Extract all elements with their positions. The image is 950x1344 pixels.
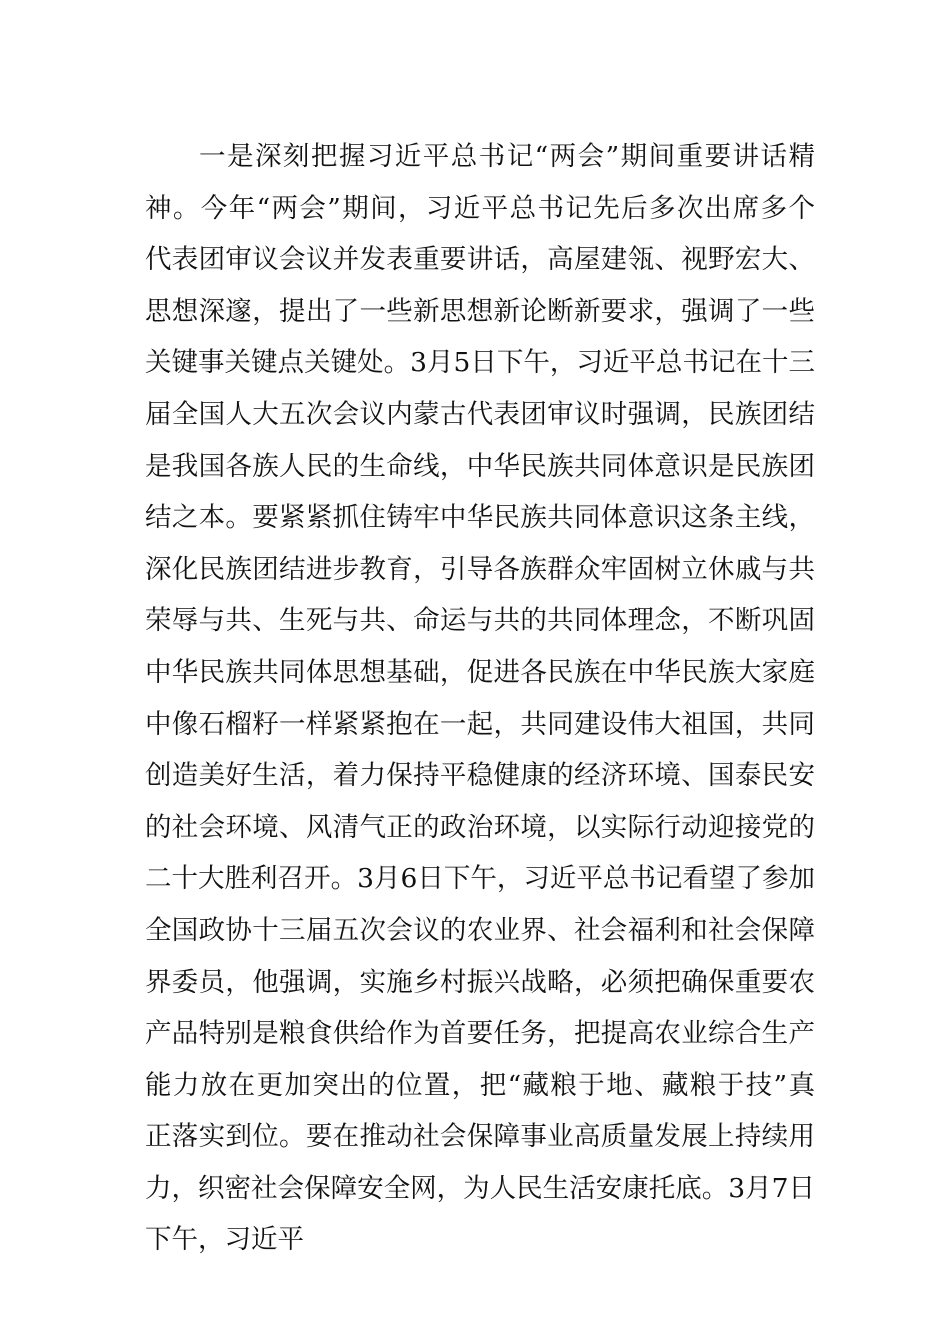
paragraph-line-12: 中像石榴籽一样紧紧抱在一起，共同建设伟大祖国，共同 [145,708,815,740]
paragraph-line-21: 力，织密社会保障安全网，为人民生活安康托底。3月7日 [145,1172,815,1204]
paragraph-line-19: 能力放在更加突出的位置，把“藏粮于地、藏粮于技”真 [145,1069,815,1101]
paragraph-line-11: 中华民族共同体思想基础，促进各民族在中华民族大家庭 [145,656,815,688]
paragraph-line-15: 二十大胜利召开。3月6日下午，习近平总书记看望了参加 [145,863,815,895]
paragraph-line-16: 全国政协十三届五次会议的农业界、社会福利和社会保障 [145,914,815,946]
paragraph-line-4: 思想深邃，提出了一些新思想新论断新要求，强调了一些 [145,295,815,327]
paragraph-line-1: 一是深刻把握习近平总书记“两会”期间重要讲话精 [199,141,815,172]
paragraph-line-2: 神。今年“两会”期间，习近平总书记先后多次出席多个 [145,192,815,224]
paragraph-line-14: 的社会环境、风清气正的政治环境，以实际行动迎接党的 [145,811,815,843]
paragraph-line-6: 届全国人大五次会议内蒙古代表团审议时强调，民族团结 [145,398,815,430]
paragraph-line-5: 关键事关键点关键处。3月5日下午，习近平总书记在十三 [145,347,815,379]
paragraph-line-3: 代表团审议会议并发表重要讲话，高屋建瓴、视野宏大、 [145,244,815,276]
paragraph-line-17: 界委员，他强调，实施乡村振兴战略，必须把确保重要农 [145,966,815,998]
paragraph-line-22: 下午，习近平 [145,1224,304,1256]
paragraph-line-10: 荣辱与共、生死与共、命运与共的共同体理念，不断巩固 [145,605,815,637]
paragraph-line-8: 结之本。要紧紧抓住铸牢中华民族共同体意识这条主线， [145,502,815,534]
paragraph-line-9: 深化民族团结进步教育，引导各族群众牢固树立休戚与共 [145,553,815,585]
paragraph-line-7: 是我国各族人民的生命线，中华民族共同体意识是民族团 [145,450,815,482]
paragraph-line-13: 创造美好生活，着力保持平稳健康的经济环境、国泰民安 [145,760,815,792]
paragraph-line-20: 正落实到位。要在推动社会保障事业高质量发展上持续用 [145,1121,815,1153]
paragraph-line-18: 产品特别是粮食供给作为首要任务，把提高农业综合生产 [145,1018,815,1050]
body-paragraph [145,131,815,1266]
